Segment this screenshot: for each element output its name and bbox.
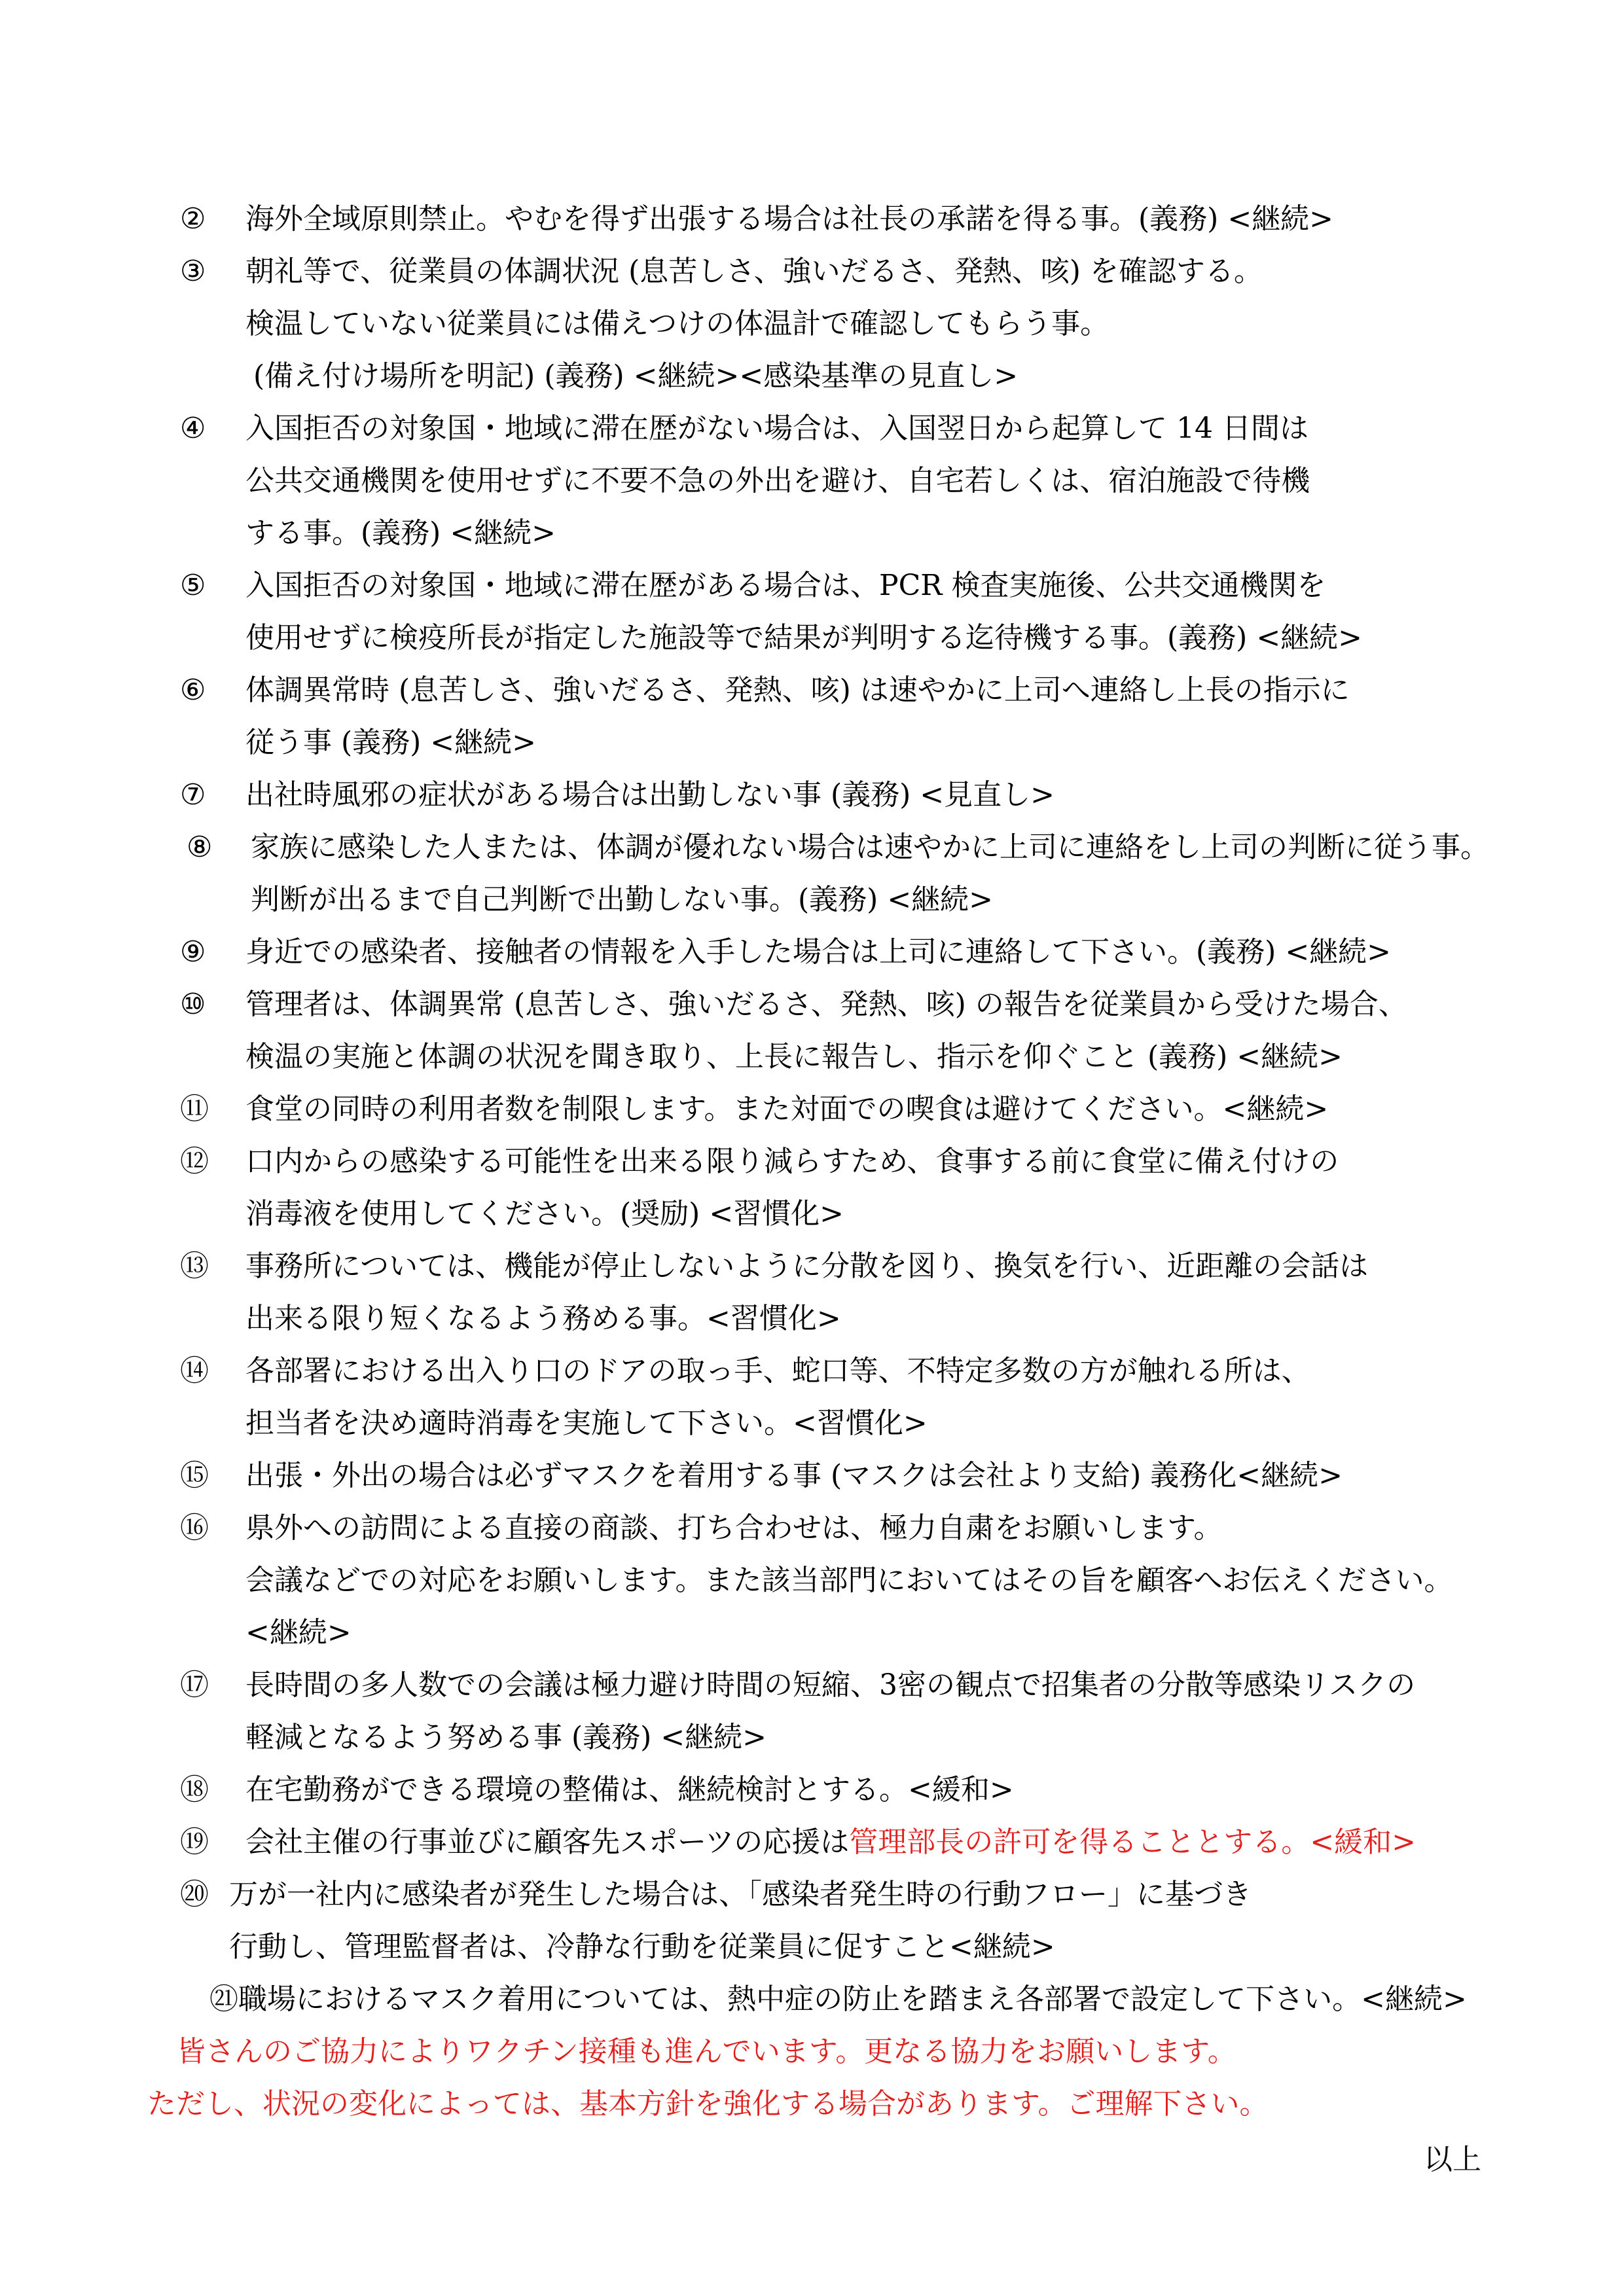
item-number: ⑦ <box>180 778 206 812</box>
item-number: ⑧ <box>187 831 213 864</box>
item-text: 軽減となるよう努める事 (義務) <継続> <box>245 1721 767 1754</box>
item-text <box>245 1816 1416 1869</box>
item-number: ⑮ <box>180 1459 209 1492</box>
item-text-plain: 会社主催の行事並びに顧客先スポーツの応援は <box>245 1825 850 1859</box>
item-text: 検温していない従業員には備えつけの体温計で確認してもらう事。 <box>245 307 1110 340</box>
item-number: ⑱ <box>180 1773 209 1806</box>
item-text: 長時間の多人数での会議は極力避け時間の短縮、3密の観点で招集者の分散等感染リスクの <box>245 1668 1416 1702</box>
item-text: 各部署における出入り口のドアの取っ手、蛇口等、不特定多数の方が触れる所は、 <box>245 1354 1310 1388</box>
item-text: 身近での感染者、接触者の情報を入手した場合は上司に連絡して下さい。(義務) <継続> <box>245 935 1392 969</box>
item-text: 家族に感染した人または、体調が優れない場合は速やかに上司に連絡をし上司の判断に従う事。 <box>251 831 1489 864</box>
item-text: 行動し、管理監督者は、冷静な行動を従業員に促すこと<継続> <box>229 1930 1055 1964</box>
item-text: <継続> <box>245 1616 352 1649</box>
item-text: 出張・外出の場合は必ずマスクを着用する事 (マスクは会社より支給) 義務化<継続> <box>245 1459 1343 1492</box>
item-text: 担当者を決め適時消毒を実施して下さい。<習慣化> <box>245 1407 928 1440</box>
item-text: 出社時風邪の症状がある場合は出勤しない事 (義務) <見直し> <box>245 778 1055 812</box>
item-text: 管理者は、体調異常 (息苦しさ、強いだるさ、発熱、咳) の報告を従業員から受けた場合、 <box>245 988 1407 1021</box>
item-text: (備え付け場所を明記) (義務) <継続><感染基準の見直し> <box>253 359 1019 393</box>
item-text: 公共交通機関を使用せずに不要不急の外出を避け、自宅若しくは、宿泊施設で待機 <box>245 464 1310 497</box>
item-number: ⑲ <box>180 1825 209 1859</box>
item-text-highlight: 管理部長の許可を得ることとする。<緩和> <box>849 1825 1416 1859</box>
item-text: 使用せずに検疫所長が指定した施設等で結果が判明する迄待機する事。(義務) <継続> <box>245 621 1363 655</box>
notice-text: ただし、状況の変化によっては、基本方針を強化する場合があります。ご理解下さい。 <box>147 2087 1269 2121</box>
item-text: 従う事 (義務) <継続> <box>245 726 537 759</box>
item-number: ③ <box>180 255 206 288</box>
item-text: 消毒液を使用してください。(奨励) <習慣化> <box>245 1197 844 1230</box>
item-text: 検温の実施と体調の状況を聞き取り、上長に報告し、指示を仰ぐこと (義務) <継続> <box>245 1040 1343 1073</box>
item-number: ⑰ <box>180 1668 209 1702</box>
item-text: 会議などでの対応をお願いします。また該当部門においてはその旨を顧客へお伝えください。 <box>245 1564 1453 1597</box>
item-text: 出来る限り短くなるよう務める事。<習慣化> <box>245 1302 841 1335</box>
item-text: 入国拒否の対象国・地域に滞在歴がない場合は、入国翌日から起算して 14 日間は <box>245 412 1308 445</box>
item-text: 体調異常時 (息苦しさ、強いだるさ、発熱、咳) は速やかに上司へ連絡し上長の指示に <box>245 673 1350 707</box>
notice-text: 皆さんのご協力によりワクチン接種も進んでいます。更なる協力をお願いします。 <box>177 2035 1236 2068</box>
item-text: 食堂の同時の利用者数を制限します。また対面での喫食は避けてください。<継続> <box>245 1092 1329 1126</box>
item-number: ⑭ <box>180 1354 209 1388</box>
item-text: 口内からの感染する可能性を出来る限り減らすため、食事する前に食堂に備え付けの <box>245 1145 1339 1178</box>
item-number: ② <box>180 202 206 236</box>
item-text: 判断が出るまで自己判断で出勤しない事。(義務) <継続> <box>251 883 994 916</box>
item-number: ㉑ <box>209 1982 238 2016</box>
item-number: ⑪ <box>180 1092 209 1126</box>
closing-text: 以上 <box>1424 2143 1481 2176</box>
item-text: 海外全域原則禁止。やむを得ず出張する場合は社長の承諾を得る事。(義務) <継続> <box>245 202 1334 236</box>
item-number: ⑫ <box>180 1145 209 1178</box>
item-text: 事務所については、機能が停止しないように分散を図り、換気を行い、近距離の会話は <box>245 1249 1369 1283</box>
item-text: 県外への訪問による直接の商談、打ち合わせは、極力自粛をお願いします。 <box>245 1511 1223 1545</box>
item-text: 在宅勤務ができる環境の整備は、継続検討とする。<緩和> <box>245 1773 1014 1806</box>
item-number: ⑨ <box>180 935 206 969</box>
item-number: ⑳ <box>180 1878 209 1911</box>
item-text: 朝礼等で、従業員の体調状況 (息苦しさ、強いだるさ、発熱、咳) を確認する。 <box>245 255 1263 288</box>
item-number: ⑩ <box>180 988 206 1021</box>
item-number: ⑥ <box>180 673 206 707</box>
item-text: 万が一社内に感染者が発生した場合は、「感染者発生時の行動フロー」に基づき <box>229 1878 1252 1911</box>
item-number: ④ <box>180 412 206 445</box>
item-text: 職場におけるマスク着用については、熱中症の防止を踏まえ各部署で設定して下さい。<継続> <box>238 1982 1467 2016</box>
item-text: 入国拒否の対象国・地域に滞在歴がある場合は、PCR 検査実施後、公共交通機関を <box>245 569 1326 602</box>
item-number: ⑬ <box>180 1249 209 1283</box>
item-number: ⑤ <box>180 569 206 602</box>
item-text: する事。(義務) <継続> <box>245 516 556 550</box>
item-number: ⑯ <box>180 1511 209 1545</box>
